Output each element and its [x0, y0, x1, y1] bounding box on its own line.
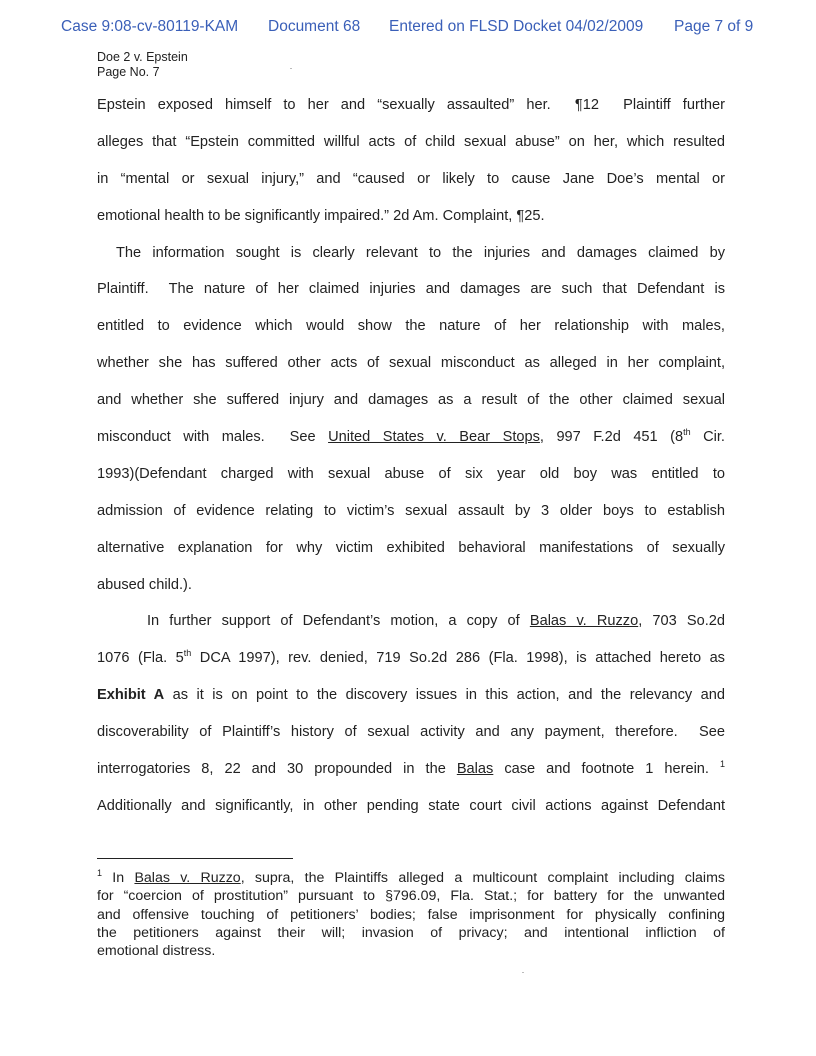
page-header	[97, 50, 188, 80]
body-line: alleges that “Epstein committed willful acts of child sexual abuse” on her, which resulted	[97, 133, 725, 150]
body-text	[97, 94, 725, 832]
case-citation-balas: Balas v. Ruzzo	[529, 613, 639, 630]
body-line: Plaintiff. The nature of her claimed injuries and damages are such that Defendant is	[97, 281, 725, 298]
case-citation-balas-short: Balas	[456, 761, 494, 778]
footnote-line: and offensive touching of petitioners’ bodies; false imprisonment for physically confining	[97, 906, 725, 923]
body-line: The information sought is clearly relevant to the injuries and damages claimed by	[116, 244, 725, 261]
stamp-case-number: Case 9:08-cv-80119-KAM	[61, 18, 239, 35]
footnote-line: the petitioners against their will; invasion of privacy; and intentional infliction of	[97, 924, 725, 941]
docket-stamp	[0, 18, 816, 38]
body-line: 1993)(Defendant charged with sexual abuse of six year old boy was entitled to	[97, 465, 725, 482]
footnote	[97, 869, 725, 960]
body-line: whether she has suffered other acts of sexual misconduct as alleged in her complaint,	[97, 355, 725, 372]
footnote-case-citation: Balas v. Ruzzo	[134, 870, 241, 886]
footnote-reference: 1	[719, 759, 725, 770]
case-citation-bear-stops: United States v. Bear Stops	[328, 429, 540, 446]
body-line: 1076 (Fla. 5th DCA 1997), rev. denied, 719 So.2d 286 (Fla. 1998), is attached hereto as	[97, 648, 725, 667]
scan-speck	[522, 972, 524, 973]
stamp-document-number: Document 68	[268, 18, 361, 35]
body-line: In further support of Defendant’s motion, a copy of Balas v. Ruzzo, 703 So.2d	[147, 613, 725, 630]
body-line: and whether she suffered injury and damages as a result of the other claimed sexual	[97, 392, 725, 409]
case-caption: Doe 2 v. Epstein	[97, 50, 188, 64]
body-line: admission of evidence relating to victim’s sexual assault by 3 older boys to establish	[97, 502, 725, 519]
body-line: abused child.).	[97, 576, 192, 593]
stamp-page-count: Page 7 of 9	[674, 18, 754, 35]
body-line: discoverability of Plaintiff’s history of sexual activity and any payment, therefore. See	[97, 724, 725, 741]
stamp-entered-date: Entered on FLSD Docket 04/02/2009	[389, 18, 644, 35]
body-line: misconduct with males. See United States v. Bear Stops, 997 F.2d 451 (8th Cir.	[97, 427, 725, 446]
page-number: Page No. 7	[97, 65, 160, 79]
footnote-line: $^1$ In Balas v. Ruzzo, supra, the Plaintiffs alleged a multicount complaint including claims	[97, 868, 725, 886]
footnote-line: for “coercion of prostitution” pursuant to §796.09, Fla. Stat.; for battery for the unwanted	[97, 888, 725, 905]
body-line: Exhibit A as it is on point to the discovery issues in this action, and the relevancy and	[97, 687, 725, 704]
body-line: entitled to evidence which would show the nature of her relationship with males,	[97, 318, 725, 335]
exhibit-label: Exhibit A	[97, 687, 165, 704]
footnote-divider	[97, 858, 293, 859]
body-line: alternative explanation for why victim exhibited behavioral manifestations of sexually	[97, 539, 725, 556]
footnote-marker: 1	[97, 868, 103, 878]
scan-speck	[290, 68, 292, 69]
body-line: emotional health to be significantly impaired.” 2d Am. Complaint, ¶25.	[97, 207, 545, 224]
body-line: interrogatories 8, 22 and 30 propounded in the Balas case and footnote 1 herein. $^1$	[97, 759, 725, 778]
body-line: Additionally and significantly, in other pending state court civil actions against Defendant	[97, 797, 725, 814]
body-line: in “mental or sexual injury,” and “caused or likely to cause Jane Doe’s mental or	[97, 170, 725, 187]
footnote-line: emotional distress.	[97, 943, 216, 960]
body-line: Epstein exposed himself to her and “sexually assaulted” her. ¶12 Plaintiff further	[97, 97, 725, 113]
